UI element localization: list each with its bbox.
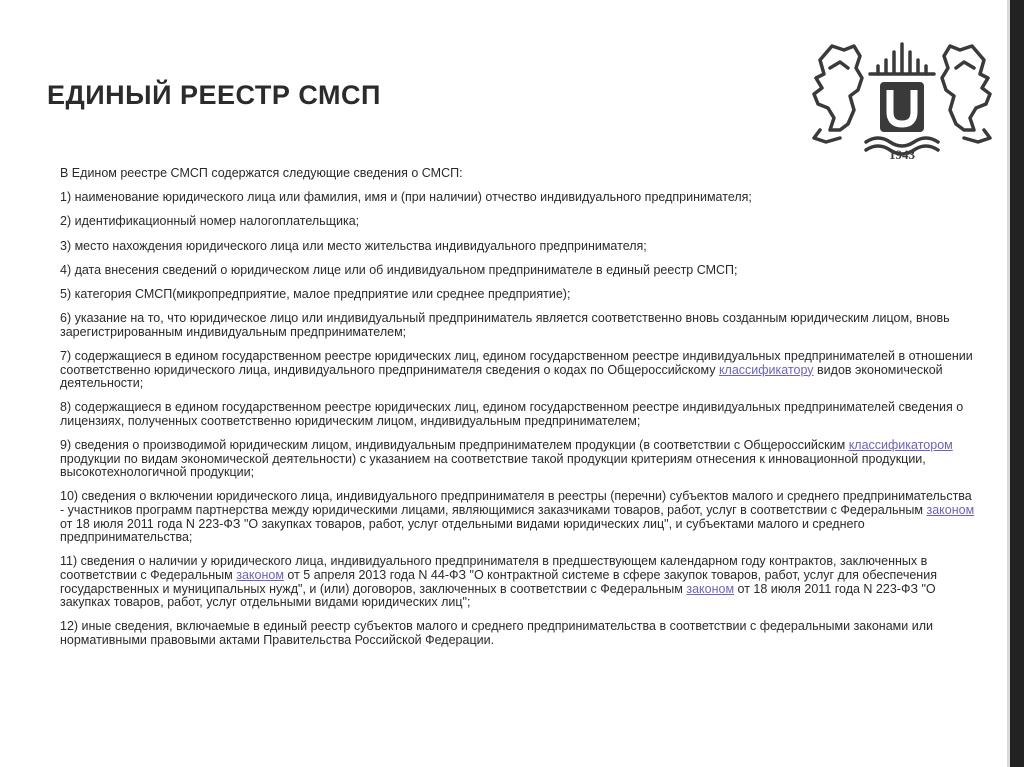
list-item-text: 9) сведения о производимой юридическим лицом, индивидуальным предпринимателем продукции (в соответствии с Общероссийским: [60, 438, 849, 453]
list-item: 8) содержащиеся в едином государственном реестре юридических лиц, едином государственном реестре индивидуальных предпринимателей сведения о лицензиях, полученных соответственно юридическим лицом, индивидуальным предпринимателем;: [60, 400, 964, 428]
list-item: 4) дата внесения сведений о юридическом лице или об индивидуальном предпринимателе в единый реестр СМСП;: [60, 262, 738, 277]
logo-year: 1943: [889, 147, 915, 162]
right-edge-dark-stripe: [1010, 0, 1024, 767]
university-crest-icon: [810, 38, 994, 163]
classifier-link[interactable]: классификатору: [718, 362, 814, 377]
list-item: [60, 350, 975, 391]
list-item: [60, 439, 975, 480]
slide-title: ЕДИНЫЙ РЕЕСТР СМСП: [47, 80, 381, 110]
law-link[interactable]: законом: [236, 568, 284, 582]
list-item-text: от 18 июля 2011 года N 223-ФЗ "О закупках товаров, работ, услуг отдельными видами юридических лиц";: [60, 581, 936, 610]
list-item: 6) указание на то, что юридическое лицо или индивидуальный предприниматель является соответственно вновь созданным юридическим лицом, вновь зарегистрированным индивидуальным предпринимателем;: [60, 311, 950, 339]
list-item: 5) категория СМСП(микропредприятие, малое предприятие или среднее предприятие);: [60, 286, 571, 301]
list-item-text: продукции по видам экономической деятельности) с указанием на соответствие такой продукции критериям отнесения к инновационной продукции, высокотехнологичной продукции;: [60, 451, 926, 480]
classifier-link[interactable]: классификатором: [848, 438, 953, 453]
list-item-text: 7) содержащиеся в едином государственном реестре юридических лиц, едином государственном реестре индивидуальных предпринимателей в отношении соответственно юридического лица, индивидуального предпринимателя сведения о кодах по Общероссийскому: [60, 348, 973, 377]
list-item: 3) место нахождения юридического лица или место жительства индивидуального предпринимателя;: [60, 238, 647, 253]
list-item-text: 11) сведения о наличии у юридического лица, индивидуального предпринимателя в предшествующем календарном году контрактов, заключенных в соответствии с Федеральным: [60, 554, 928, 582]
list-item: [60, 555, 975, 609]
law-link[interactable]: законом: [686, 581, 735, 596]
list-item: [60, 490, 975, 544]
list-item-text: 10) сведения о включении юридического лица, индивидуального предпринимателя в реестры (перечни) субъектов малого и среднего предпринимательства - участников программ партнерства между юридическими лицами, являющимися заказчиками товаров, работ, услуг в соответствии с Федеральным: [60, 489, 972, 518]
list-item: 2) идентификационный номер налогоплательщика;: [60, 214, 360, 229]
list-item: 12) иные сведения, включаемые в единый реестр субъектов малого и среднего предпринимательства в соответствии с федеральными законами или нормативными правовыми актами Правительства Российской Федерации.: [60, 619, 933, 647]
intro-text: В Едином реестре СМСП содержатся следующие сведения о СМСП:: [60, 166, 463, 180]
list-item-text: видов экономической деятельности;: [60, 362, 943, 391]
list-item: 1) наименование юридического лица или фамилия, имя и (при наличии) отчество индивидуального предпринимателя;: [60, 190, 752, 205]
list-item-text: от 5 апреля 2013 года N 44-ФЗ "О контрактной системе в сфере закупок товаров, работ, услуг для обеспечения государственных и муниципальных нужд", и (или) договоров, заключенных в соответствии с Федеральным: [60, 568, 937, 596]
list-item-text: от 18 июля 2011 года N 223-ФЗ "О закупках товаров, работ, услуг отдельными видами юридических лиц", и субъектами малого и среднего предпринимательства;: [60, 516, 865, 545]
law-link[interactable]: законом: [926, 503, 975, 518]
slide-content: [60, 167, 975, 658]
